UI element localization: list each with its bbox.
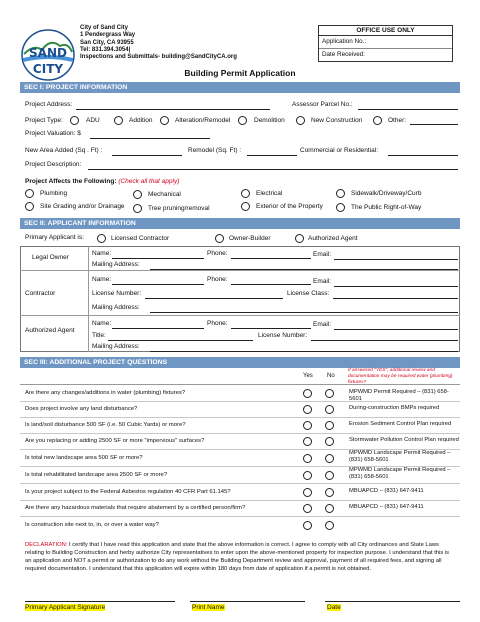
- city-line: City of Sand City: [80, 25, 129, 31]
- remodel-label: Remodel (Sq. Ft) :: [188, 147, 242, 154]
- type-other-label: Other:: [388, 117, 407, 124]
- type-addition-radio[interactable]: [114, 116, 123, 125]
- new-area-input[interactable]: [112, 155, 182, 156]
- owner-name-label: Name:: [92, 250, 112, 257]
- agent-email-label: Email:: [313, 321, 332, 328]
- affects-grading-radio[interactable]: [25, 202, 34, 211]
- question-text: Is total rehabilitated landscape area 2500 SF or more?: [25, 472, 168, 478]
- question-response: During-construction BMPs required: [349, 405, 440, 411]
- contractor-license-input[interactable]: [145, 298, 283, 299]
- print-name-label: Print Name: [192, 604, 225, 611]
- contractor-phone-input[interactable]: [231, 284, 311, 285]
- owner-email-label: Email:: [313, 251, 332, 258]
- contractor-label: Contractor: [25, 290, 56, 297]
- question-response: Stormwater Pollution Control Plan required: [349, 437, 459, 443]
- question-no-radio[interactable]: [325, 421, 334, 430]
- affects-right-of-way-radio[interactable]: [336, 203, 345, 212]
- project-address-label: Project Address:: [25, 101, 73, 108]
- question-response: MBUAPCD – (831) 647-9411: [349, 504, 424, 510]
- agent-title-input[interactable]: [108, 340, 253, 341]
- question-response: MBUAPCD – (831) 647-9411: [349, 488, 424, 494]
- section-3-header: SEC III: ADDITIONAL PROJECT QUESTIONS: [20, 357, 460, 368]
- contractor-class-input[interactable]: [333, 298, 458, 299]
- question-no-radio[interactable]: [325, 471, 334, 480]
- agent-phone-label: Phone:: [207, 320, 228, 327]
- contractor-name-label: Name:: [92, 276, 112, 283]
- date-label: Date: [327, 604, 341, 611]
- questions-note: If answered "YES", additional review and documentation may be required water (plumbing) fixtures?: [348, 368, 453, 385]
- agent-mailing-label: Mailing Address:: [92, 343, 140, 350]
- type-addition-label: Addition: [129, 117, 153, 124]
- primary-contractor-radio[interactable]: [97, 234, 106, 243]
- remodel-input[interactable]: [247, 155, 297, 156]
- type-other-input[interactable]: [410, 124, 458, 125]
- question-yes-radio[interactable]: [303, 389, 312, 398]
- no-column-header: No: [327, 373, 335, 379]
- question-yes-radio[interactable]: [303, 421, 312, 430]
- contractor-phone-label: Phone:: [207, 276, 228, 283]
- affects-note: (Check all that apply): [118, 178, 180, 185]
- application-no-field[interactable]: Application No.:: [319, 36, 452, 49]
- city-line: San City, CA 93955: [80, 39, 134, 46]
- affects-exterior-radio[interactable]: [241, 202, 250, 211]
- question-no-radio[interactable]: [325, 504, 334, 513]
- question-no-radio[interactable]: [325, 488, 334, 497]
- question-no-radio[interactable]: [325, 405, 334, 414]
- city-line: 1 Pendergrass Way: [80, 32, 136, 39]
- question-divider: [20, 401, 460, 402]
- owner-phone-label: Phone:: [207, 250, 228, 257]
- question-divider: [20, 516, 460, 517]
- affects-mechanical-label: Mechanical: [148, 191, 181, 198]
- owner-name-input[interactable]: [112, 258, 204, 259]
- primary-applicant-label: Primary Applicant is:: [25, 234, 84, 241]
- affects-plumbing-label: Plumbing: [40, 190, 68, 197]
- question-divider: [20, 483, 460, 484]
- primary-owner-builder-radio[interactable]: [215, 234, 224, 243]
- contractor-class-label: License Class:: [287, 290, 330, 297]
- question-text: Does project involve any land disturbance?: [25, 406, 138, 412]
- question-text: Are there any changes/additions in water (plumbing) fixtures?: [25, 390, 186, 396]
- owner-mailing-input[interactable]: [150, 269, 458, 270]
- authorized-agent-label: Authorized Agent: [25, 327, 75, 334]
- description-label: Project Description:: [25, 161, 82, 168]
- office-use-title: OFFICE USE ONLY: [319, 26, 452, 36]
- office-use-box: [318, 25, 453, 62]
- grid-divider: [88, 246, 89, 352]
- svg-text:CITY: CITY: [32, 62, 64, 76]
- question-divider: [20, 500, 460, 501]
- applicant-signature-label: Primary Applicant Signature: [25, 604, 106, 611]
- question-response: Erosion Sediment Control Plan required: [349, 421, 452, 427]
- section-1-header: SEC I: PROJECT INFORMATION: [20, 82, 460, 93]
- question-yes-radio[interactable]: [303, 454, 312, 463]
- page-title: Building Permit Application: [184, 68, 296, 78]
- question-no-radio[interactable]: [325, 389, 334, 398]
- grid-divider: [20, 270, 460, 271]
- affects-grading-label: Site Grading and/or Drainage: [40, 203, 125, 210]
- affects-right-of-way-label: The Public Right-of-Way: [351, 204, 422, 211]
- question-text: Are you replacing or adding 2500 SF or more "impervious" surfaces?: [25, 438, 205, 444]
- declaration-text: I certify that I have read this application and state that the above information is correct. I agree to comply with all City ordinances and State Laws relating to Building Construction and herby authorize City representatives to enter upon the above-mentioned property for inspection purpose. I understand that this is an application and NOT a permit or authorization to do any work without the Building Department review and approval, payment of all required fees, and signing all required documentation. I understand that this application will expire within 180 days from date of application if a permit is not obtained.: [25, 542, 450, 572]
- assessor-parcel-input[interactable]: [358, 109, 458, 110]
- question-divider: [20, 417, 460, 418]
- type-alteration-radio[interactable]: [160, 116, 169, 125]
- primary-owner-builder-label: Owner-Builder: [229, 235, 271, 242]
- question-text: Are there any hazardous materials that require abatement by a certified person/firm?: [25, 505, 246, 511]
- agent-phone-input[interactable]: [231, 328, 311, 329]
- owner-mailing-label: Mailing Address:: [92, 261, 140, 268]
- contractor-email-input[interactable]: [334, 286, 458, 287]
- question-yes-radio[interactable]: [303, 471, 312, 480]
- question-response: MPWMD Permit Required – (831) 658-5601: [349, 389, 449, 402]
- contractor-name-input[interactable]: [112, 284, 204, 285]
- type-new-construction-label: New Construction: [311, 117, 363, 124]
- question-yes-radio[interactable]: [303, 405, 312, 414]
- contractor-mailing-label: Mailing Address:: [92, 304, 140, 311]
- city-line: Inspections and Submittals- building@SandCityCA.org: [80, 54, 237, 61]
- affects-sidewalk-label: Sidewalk/Driveway/Curb: [351, 190, 422, 197]
- declaration: [25, 541, 457, 573]
- question-text: Is land/soil disturbance 500 SF (i.e. 50 Cubic Yards) or more?: [25, 422, 186, 428]
- question-yes-radio[interactable]: [303, 521, 312, 530]
- affects-electrical-label: Electrical: [256, 190, 283, 197]
- project-type-label: Project Type:: [25, 117, 63, 124]
- agent-license-input[interactable]: [311, 340, 458, 341]
- question-yes-radio[interactable]: [303, 437, 312, 446]
- affects-electrical-radio[interactable]: [241, 189, 250, 198]
- applicant-signature-input[interactable]: [25, 601, 175, 602]
- agent-mailing-input[interactable]: [150, 351, 458, 352]
- assessor-parcel-label: Assessor Parcel No.:: [292, 101, 353, 108]
- svg-text:SAND: SAND: [29, 46, 67, 60]
- owner-email-input[interactable]: [334, 259, 458, 260]
- primary-agent-label: Authorized Agent: [308, 235, 358, 242]
- type-adu-label: ADU: [86, 117, 100, 124]
- valuation-label: Project Valuation: $: [25, 130, 81, 137]
- question-divider: [20, 433, 460, 434]
- question-no-radio[interactable]: [325, 437, 334, 446]
- question-no-radio[interactable]: [325, 521, 334, 530]
- legal-owner-label: Legal Owner: [32, 254, 69, 261]
- affects-exterior-label: Exterior of the Property: [256, 203, 323, 210]
- affects-label: [25, 178, 179, 185]
- affects-tree-radio[interactable]: [133, 204, 142, 213]
- primary-contractor-label: Licensed Contractor: [111, 235, 170, 242]
- question-response: MPWMD Landscape Permit Required – (831) 658-5601: [349, 467, 451, 480]
- commercial-input[interactable]: [388, 155, 458, 156]
- grid-divider: [20, 315, 460, 316]
- type-adu-radio[interactable]: [70, 116, 79, 125]
- agent-email-input[interactable]: [334, 329, 458, 330]
- question-text: Is your project subject to the Federal Asbestos regulation 40 CFR Part 61.145?: [25, 489, 231, 495]
- city-contact-block: [80, 25, 237, 61]
- question-text: Is total new landscape area 500 SF or more?: [25, 455, 143, 461]
- question-yes-radio[interactable]: [303, 504, 312, 513]
- question-no-radio[interactable]: [325, 454, 334, 463]
- questions-divider: [20, 384, 460, 385]
- agent-title-label: Title:: [92, 332, 106, 339]
- primary-agent-radio[interactable]: [295, 234, 304, 243]
- agent-name-label: Name:: [92, 320, 112, 327]
- question-response: MPWMD Landscape Permit Required – (831) 658-5601: [349, 450, 451, 463]
- affects-sidewalk-radio[interactable]: [336, 189, 345, 198]
- type-other-radio[interactable]: [373, 116, 382, 125]
- yes-column-header: Yes: [303, 373, 313, 379]
- affects-tree-label: Tree pruning/removal: [148, 205, 210, 212]
- type-new-construction-radio[interactable]: [296, 116, 305, 125]
- commercial-label: Commercial or Residential:: [300, 147, 379, 154]
- affects-mechanical-radio[interactable]: [133, 190, 142, 199]
- new-area-label: New Area Added (Sq . Ft) :: [25, 147, 103, 154]
- type-demolition-radio[interactable]: [238, 116, 247, 125]
- city-line: Tel: 831.394.3054|: [80, 46, 131, 53]
- contractor-email-label: Email:: [313, 278, 332, 285]
- type-alteration-label: Alteration/Remodel: [175, 117, 231, 124]
- owner-phone-input[interactable]: [231, 258, 311, 259]
- type-demolition-label: Demolition: [254, 117, 285, 124]
- declaration-label: DECLARATION:: [25, 542, 68, 548]
- question-text: Is construction site next to, in, or over a water way?: [25, 522, 159, 528]
- project-address-input[interactable]: [76, 109, 270, 110]
- agent-license-label: License Number:: [258, 332, 308, 339]
- affects-plumbing-radio[interactable]: [25, 189, 34, 198]
- date-received-field[interactable]: Date Received:: [322, 51, 366, 58]
- print-name-input[interactable]: [190, 601, 305, 602]
- question-yes-radio[interactable]: [303, 488, 312, 497]
- section-2-header: SEC II: APPLICANT INFORMATION: [20, 218, 460, 229]
- applicant-grid: [20, 246, 460, 352]
- agent-name-input[interactable]: [112, 328, 204, 329]
- affects-label-text: Project Affects the Following:: [25, 178, 117, 185]
- contractor-mailing-input[interactable]: [150, 312, 458, 313]
- contractor-license-label: License Number:: [92, 290, 142, 297]
- date-input[interactable]: [325, 601, 460, 602]
- description-input[interactable]: [88, 169, 458, 170]
- valuation-input[interactable]: [90, 138, 210, 139]
